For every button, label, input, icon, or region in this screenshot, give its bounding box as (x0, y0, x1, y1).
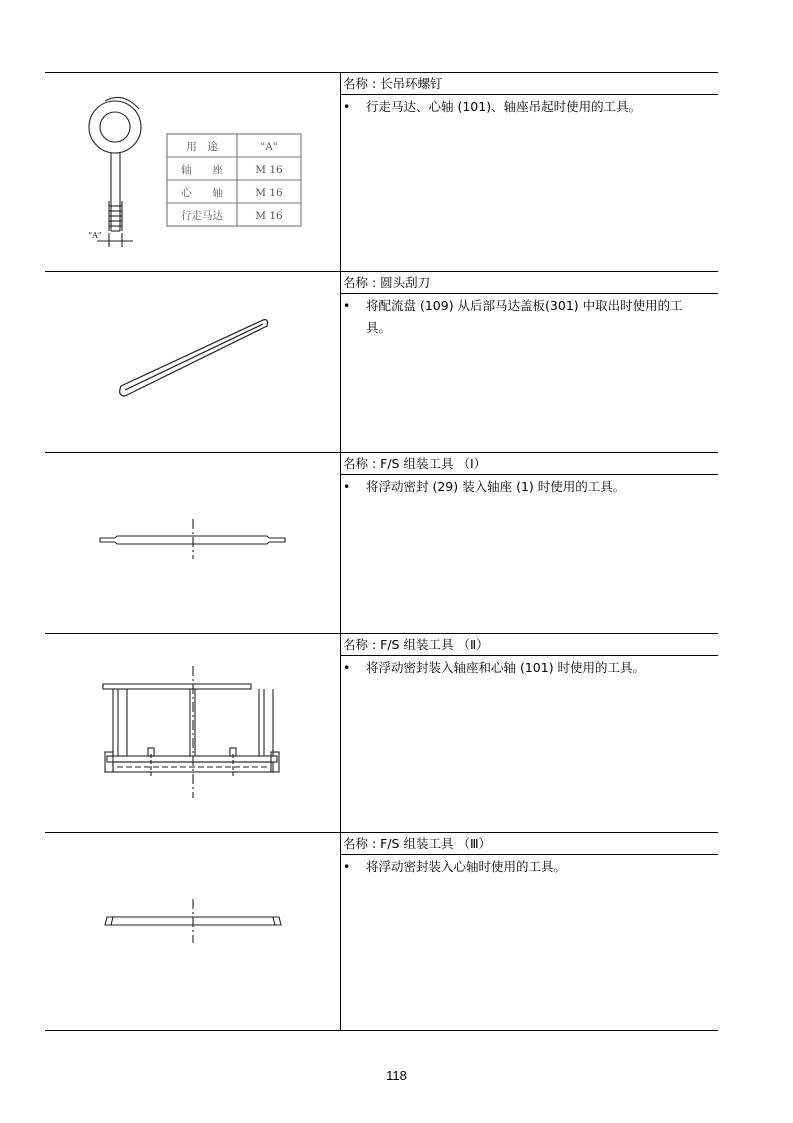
tool-figure (45, 272, 341, 452)
tool-info (341, 453, 718, 633)
fs-assembly-tool-1-drawing (45, 453, 340, 633)
spec-cell: M 16 (255, 164, 283, 176)
round-head-scraper-drawing (45, 272, 340, 452)
tool-name: 名称 : F/S 组装工具 （Ⅲ） (341, 833, 718, 855)
spec-cell: 心 轴 (181, 187, 223, 199)
tool-use: 将浮动密封 (29) 装入轴座 (1) 时使用的工具。 (366, 479, 626, 494)
tool-figure (45, 73, 341, 271)
tool-use: 将配流盘 (109) 从后部马达盖板(301) 中取出时使用的工具。 (366, 298, 683, 335)
spec-cell: 轴 座 (181, 164, 223, 176)
tool-info (341, 833, 718, 1030)
spec-cell: 行走马达 (181, 210, 223, 222)
tool-name: 名称 : 长吊环螺钉 (341, 73, 718, 95)
tool-use: 将浮动密封装入心轴时使用的工具。 (366, 859, 567, 874)
page-number: 118 (386, 1068, 407, 1083)
bullet: • (343, 298, 351, 313)
spec-cell: M 16 (255, 187, 283, 199)
dimension-label: "A" (88, 231, 102, 240)
tool-info (341, 73, 718, 271)
tool-row (45, 72, 718, 271)
bullet: • (343, 660, 351, 675)
fs-assembly-tool-3-drawing (45, 833, 340, 1030)
tool-figure (45, 833, 341, 1030)
spec-header-use: 用 途 (186, 141, 218, 153)
tool-info (341, 272, 718, 452)
long-eye-bolt-drawing (45, 73, 340, 271)
bullet: • (343, 99, 351, 114)
tool-row (45, 633, 718, 832)
tool-figure (45, 453, 341, 633)
spec-header-a: "A" (260, 141, 278, 153)
tool-name: 名称 : F/S 组装工具 （Ⅱ） (341, 634, 718, 656)
tool-row (45, 452, 718, 633)
tool-use: 将浮动密封装入轴座和心轴 (101) 时使用的工具。 (366, 660, 646, 675)
fs-assembly-tool-2-drawing (45, 634, 340, 832)
tool-figure (45, 634, 341, 832)
tool-info (341, 634, 718, 832)
spec-cell: M 16 (255, 210, 283, 222)
bullet: • (343, 479, 351, 494)
tool-row (45, 271, 718, 452)
bullet: • (343, 859, 351, 874)
tool-name: 名称 : 圆头刮刀 (341, 272, 718, 294)
tool-row (45, 832, 718, 1031)
tool-use: 行走马达、心轴 (101)、轴座吊起时使用的工具。 (366, 99, 642, 114)
tool-list-table (45, 72, 718, 1031)
tool-name: 名称 : F/S 组装工具 （Ⅰ） (341, 453, 718, 475)
